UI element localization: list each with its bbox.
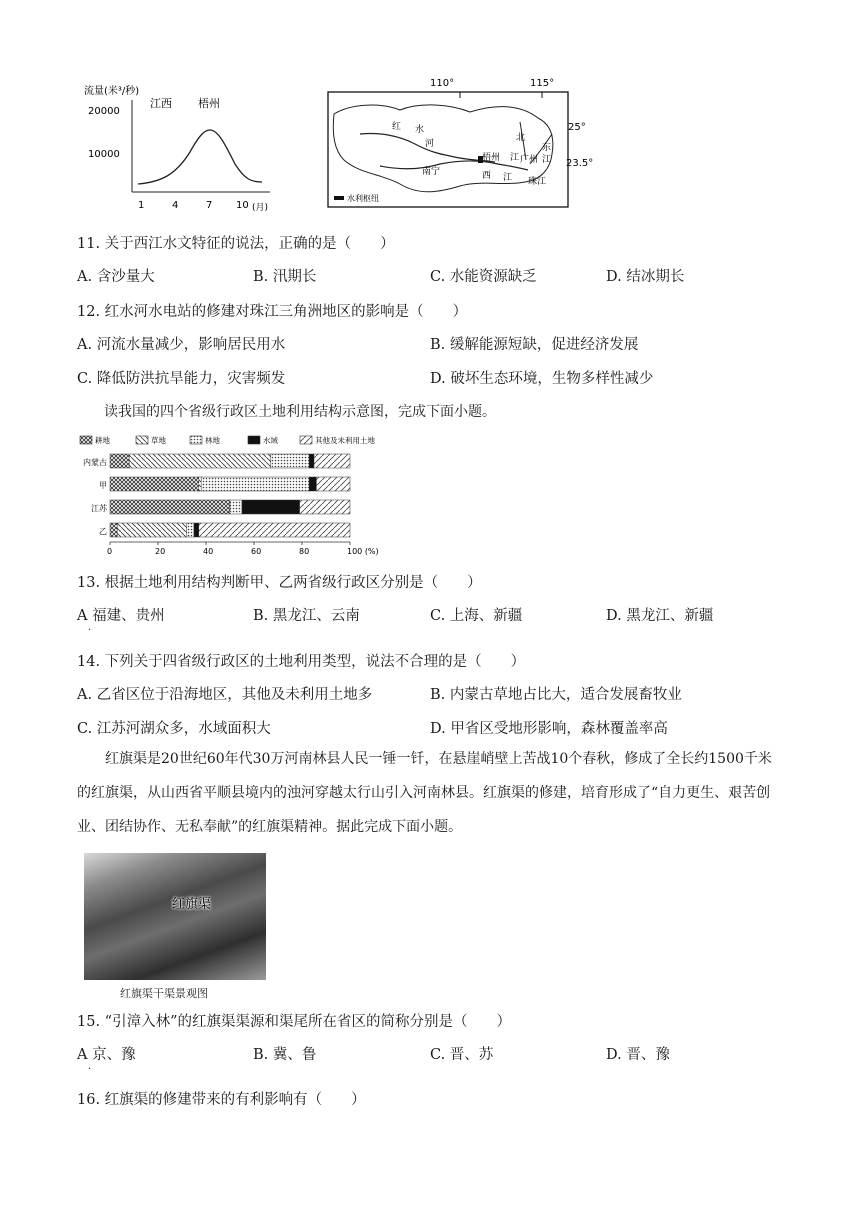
q13-option-d[interactable]: D. 黑龙江、新疆 xyxy=(606,608,714,624)
category-label: 内蒙古 xyxy=(83,458,107,467)
bar-segment xyxy=(199,523,350,537)
bar-segment xyxy=(129,454,271,468)
category-label: 乙 xyxy=(99,527,107,536)
question-15: 15. “引漳入林”的红旗渠渠源和渠尾所在省区的简称分别是（ ） xyxy=(77,1014,511,1030)
map-place: 东 xyxy=(542,143,552,153)
x-tick-label: 100 (%) xyxy=(347,547,379,556)
flow-xtick: 10 xyxy=(236,200,249,211)
bar-segment xyxy=(309,454,314,468)
bar-segment xyxy=(117,523,187,537)
bar-segment xyxy=(199,477,201,491)
flow-ytick: 10000 xyxy=(88,149,120,160)
x-tick-label: 40 xyxy=(203,547,214,556)
q15-option-c[interactable]: C. 晋、苏 xyxy=(430,1047,494,1063)
map-place: 江 xyxy=(510,153,520,163)
flow-xtick: 4 xyxy=(172,200,179,211)
q12-option-c[interactable]: C. 降低防洪抗旱能力，灾害频发 xyxy=(77,371,286,387)
bar-segment xyxy=(110,500,230,514)
bar-segment xyxy=(201,477,309,491)
question-13: 13. 根据土地利用结构判断甲、乙两省级行政区分别是（ ） xyxy=(77,575,482,591)
lat-label-23-5: 23.5° xyxy=(566,158,594,169)
bar-segment xyxy=(271,454,309,468)
q11-option-b[interactable]: B. 汛期长 xyxy=(253,269,317,285)
flow-ylabel: 流量(米³/秒) xyxy=(84,86,140,97)
map-place: 珠江 xyxy=(528,177,547,187)
bar-segment xyxy=(242,500,300,514)
legend-dam-label: 水利枢纽 xyxy=(347,194,379,203)
bar-segment xyxy=(187,523,194,537)
bar-segment xyxy=(300,500,350,514)
map-place: 梧州 xyxy=(482,153,501,163)
flow-label-wuzhou: 梧州 xyxy=(198,97,220,110)
legend-swatch xyxy=(80,436,92,444)
land-use-chart xyxy=(76,432,386,557)
q14-option-a[interactable]: A. 乙省区位于沿海地区，其他及未利用土地多 xyxy=(77,687,373,703)
lat-label-25: 25° xyxy=(568,122,586,133)
q14-option-b[interactable]: B. 内蒙古草地占比大，适合发展畜牧业 xyxy=(430,687,682,703)
q11-option-c[interactable]: C. 水能资源缺乏 xyxy=(430,269,537,285)
q13-option-a[interactable]: A 福建、贵州 xyxy=(77,608,165,624)
q13-a-dot: . xyxy=(88,622,92,633)
legend-swatch xyxy=(190,436,202,444)
map-place: 江 xyxy=(503,173,513,183)
flow-curve xyxy=(138,130,262,184)
flow-xtick: 7 xyxy=(206,200,213,211)
legend-dam-swatch xyxy=(334,196,344,200)
q13-option-c[interactable]: C. 上海、新疆 xyxy=(430,608,523,624)
map-place: 广州 xyxy=(520,155,539,165)
legend-swatch xyxy=(300,436,312,444)
q12-option-a[interactable]: A. 河流水量减少，影响居民用水 xyxy=(77,337,286,353)
q12-option-d[interactable]: D. 破坏生态环境，生物多样性减少 xyxy=(430,371,654,387)
q14-option-d[interactable]: D. 甲省区受地形影响，森林覆盖率高 xyxy=(430,721,668,737)
flow-ytick: 20000 xyxy=(88,106,120,117)
q12-option-b[interactable]: B. 缓解能源短缺，促进经济发展 xyxy=(430,337,639,353)
map-place: 西 xyxy=(482,171,492,181)
legend-label: 水域 xyxy=(263,436,278,445)
question-14: 14. 下列关于四省级行政区的土地利用类型，说法不合理的是（ ） xyxy=(77,654,526,670)
photo-label: 红旗渠 xyxy=(172,897,212,912)
x-tick-label: 0 xyxy=(107,547,113,556)
bar-segment xyxy=(110,523,117,537)
bar-segment xyxy=(194,523,199,537)
q13-option-b[interactable]: B. 黑龙江、云南 xyxy=(253,608,360,624)
legend-label: 林地 xyxy=(205,436,220,445)
flow-chart xyxy=(80,72,280,217)
question-16: 16. 红旗渠的修建带来的有利影响有（ ） xyxy=(77,1092,366,1108)
q11-option-a[interactable]: A. 含沙量大 xyxy=(77,269,155,285)
map-place: 南宁 xyxy=(422,167,441,177)
bar-segment xyxy=(314,454,350,468)
legend-label: 耕地 xyxy=(95,436,110,445)
q15-option-d[interactable]: D. 晋、豫 xyxy=(606,1047,670,1063)
bar-segment xyxy=(110,454,129,468)
map-place: 水 xyxy=(415,125,425,135)
hongqi-canal-photo xyxy=(84,853,266,980)
bar-segment xyxy=(316,477,350,491)
legend-swatch xyxy=(136,436,148,444)
q15-option-b[interactable]: B. 冀、鲁 xyxy=(253,1047,317,1063)
lon-label-110: 110° xyxy=(430,78,455,89)
land-intro: 读我国的四个省级行政区土地利用结构示意图，完成下面小题。 xyxy=(104,404,496,420)
question-11: 11. 关于西江水文特征的说法，正确的是（ ） xyxy=(77,236,395,252)
legend-label: 其他及未利用土地 xyxy=(315,436,375,445)
q15-option-a[interactable]: A 京、豫 xyxy=(77,1047,136,1063)
hongqi-paragraph: 红旗渠是20世纪60年代30万河南林县人民一锤一钎，在悬崖峭壁上苦战10个春秋，修成了全长约1500千米的红旗渠，从山西省平顺县境内的浊河穿越太行山引入河南林县。红旗渠的修建，培育形成了“自力更生、艰苦创业、团结协作、无私奉献”的红旗渠精神。据此完成下面小题。 xyxy=(77,751,772,835)
river-map xyxy=(320,74,594,214)
map-place: 北 xyxy=(516,133,526,143)
photo-caption: 红旗渠干渠景观图 xyxy=(120,987,208,1000)
q15-a-dot: . xyxy=(88,1061,92,1072)
bar-segment xyxy=(309,477,316,491)
legend-swatch xyxy=(248,436,260,444)
bar-segment xyxy=(110,477,199,491)
map-place: 红 xyxy=(392,122,402,132)
flow-xunit: (月) xyxy=(252,203,269,213)
flow-xtick: 1 xyxy=(138,200,145,211)
flow-label-jiangxi: 江西 xyxy=(150,97,172,110)
question-12: 12. 红水河水电站的修建对珠江三角洲地区的影响是（ ） xyxy=(77,304,468,320)
x-tick-label: 60 xyxy=(251,547,262,556)
map-place: 河 xyxy=(425,139,435,149)
bar-segment xyxy=(230,500,242,514)
q11-option-d[interactable]: D. 结冰期长 xyxy=(606,269,685,285)
category-label: 甲 xyxy=(99,481,107,490)
x-tick-label: 80 xyxy=(299,547,310,556)
category-label: 江苏 xyxy=(91,504,107,513)
lon-label-115: 115° xyxy=(530,78,555,89)
map-place: 江 xyxy=(542,155,552,165)
q14-option-c[interactable]: C. 江苏河湖众多，水域面积大 xyxy=(77,721,271,737)
x-tick-label: 20 xyxy=(155,547,166,556)
legend-label: 草地 xyxy=(151,436,166,445)
